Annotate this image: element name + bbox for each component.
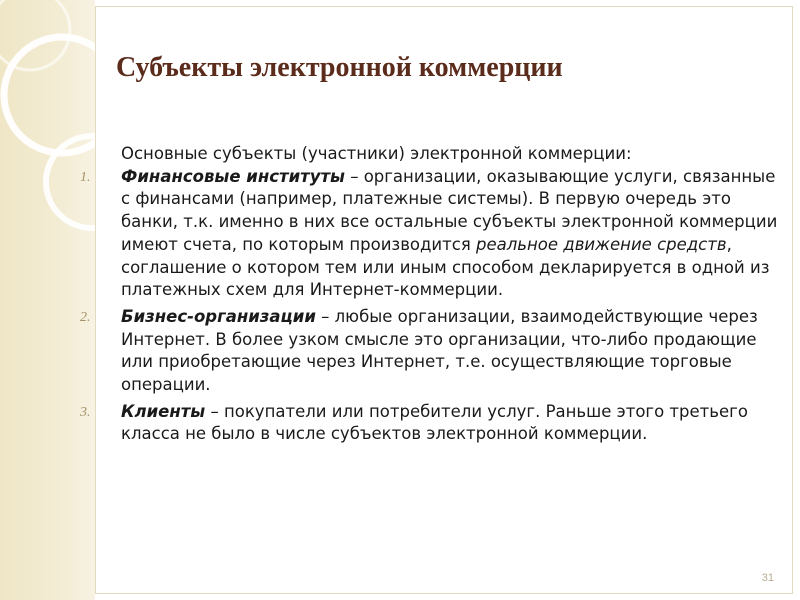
list-item-term: Финансовые институты — [121, 166, 345, 186]
list-item — [80, 401, 781, 446]
list-item-number: 2. — [80, 309, 91, 325]
slide-body — [80, 143, 781, 450]
list-item-text: – организации, оказывающие услуги, связанные с финансами (например, платежные системы). В первую очередь это банки, т.к. именно в них все остальные субъекты электронной коммерции имеют счета, по которым производится — [121, 166, 778, 254]
subjects-list — [80, 166, 781, 446]
list-item-number: 1. — [80, 169, 91, 185]
list-item-text-end: , соглашение о котором тем или иным способом декларируется в одной из платежных схем для Интернет-коммерции. — [121, 234, 770, 300]
list-item-term: Бизнес-организации — [121, 306, 316, 326]
page-number: 31 — [761, 572, 774, 584]
list-item-emphasis: реальное движение средств — [476, 234, 727, 254]
list-item-text: – покупатели или потребители услуг. Раньше этого третьего класса не было в числе субъектов электронной коммерции. — [121, 401, 748, 444]
slide-title: Субъекты электронной коммерции — [116, 52, 563, 83]
list-item-term: Клиенты — [121, 401, 206, 421]
list-item — [80, 166, 781, 302]
list-item-number: 3. — [80, 404, 91, 420]
list-item — [80, 306, 781, 397]
intro-text: Основные субъекты (участники) электронной коммерции: — [121, 144, 632, 163]
list-item-text: – любые организации, взаимодействующие через Интернет. В более узком смысле это организации, что-либо продающие или приобретающие через Интернет, т.е. осуществляющие торговые операции. — [121, 306, 758, 395]
